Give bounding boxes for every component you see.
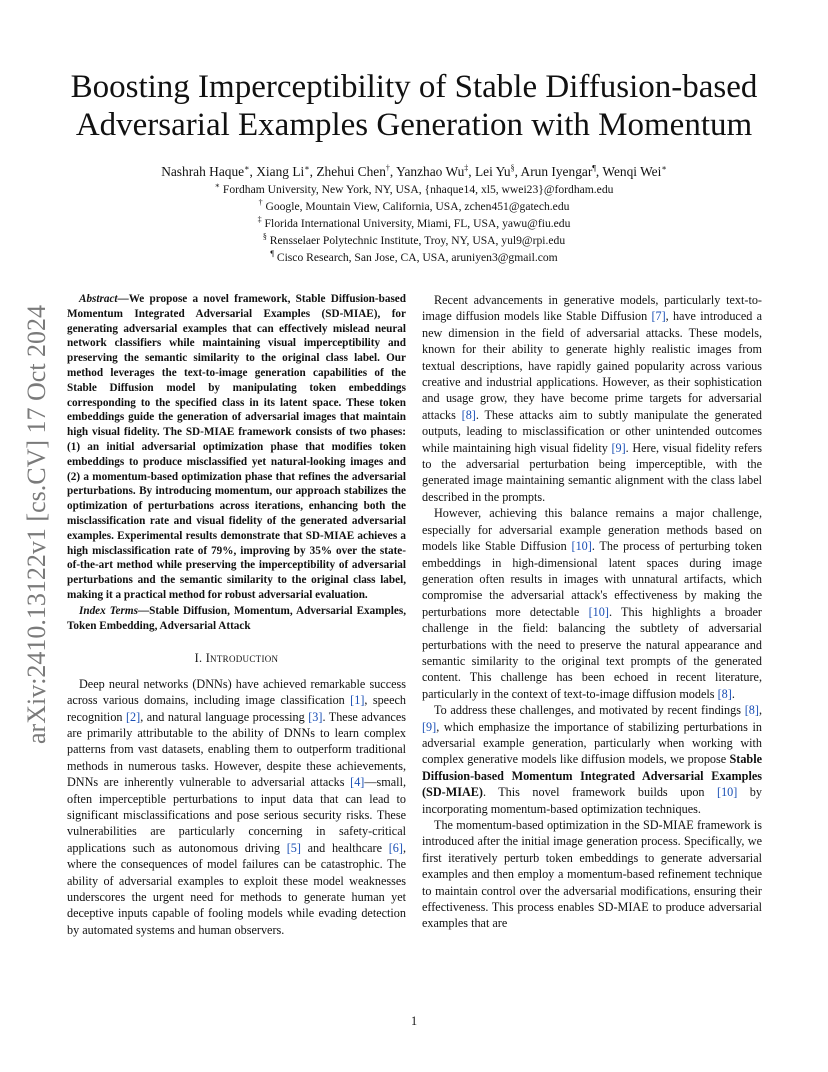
author: Nashrah Haque∗, [161,163,257,179]
author: Wenqi Wei∗ [602,163,667,179]
abstract-lead: Abstract [79,293,118,305]
intro-paragraph-3: However, achieving this balance remains a major challenge, especially for adversarial example generation methods based on models like Stable Diffusion [10]. The process of perturbing token embeddings in high-dimensional latent spaces during image generation often results in images with unnatural artifacts, which compromise the adversarial attack's effectiveness by making the perturbations more detectable [10]. This highlights a broader challenge in the field: balancing the subtlety of adversarial perturbations with the need to preserve the natural appearance and semantic similarity to the original text prompts of the generated content. This challenge has been echoed in recent literature, particularly in the context of text-to-image diffusion models [8]. [422,506,762,701]
citation-link[interactable]: [10] [571,539,592,554]
right-column [422,292,762,932]
citation-link[interactable]: [3] [308,709,323,724]
citation-link[interactable]: [5] [286,840,301,855]
affiliation: ∗ Fordham University, New York, NY, USA, {nhaque14, xl5, wwei23}@fordham.edu [214,181,614,196]
paper-title [40,68,788,144]
index-terms-lead: Index Terms [79,604,138,617]
index-terms-text: —Stable Diffusion, Momentum, Adversarial Examples, Token Embedding, Adversarial Attack [67,604,406,632]
citation-link[interactable]: [8] [461,407,476,422]
title-line-2: Adversarial Examples Generation with Momentum [75,107,753,143]
citation-link[interactable]: [10] [717,785,738,800]
method-name-emphasis: Stable Diffusion-based Momentum Integrated Adversarial Examples (SD-MIAE) [422,752,762,800]
affiliation: § Rensselaer Polytechnic Institute, Troy, NY, USA, yul9@rpi.edu [262,232,566,247]
affiliation: † Google, Mountain View, California, USA, zchen451@gatech.edu [258,198,570,213]
citation-link[interactable]: [1] [350,693,365,708]
index-terms [67,604,406,634]
author: Xiang Li∗, [256,163,317,179]
author-list [40,163,788,180]
citation-link[interactable]: [9] [422,719,437,734]
author: Arun Iyengar¶, [520,163,603,179]
citation-link[interactable]: [8] [717,686,732,701]
citation-link[interactable]: [8] [744,703,759,718]
title-line-1: Boosting Imperceptibility of Stable Diffusion-based [70,69,758,105]
intro-paragraph-1: Deep neural networks (DNNs) have achieved remarkable success across various domains, including image classification [1], speech recognition [2], and natural language processing [3]. These advances are primarily attributable to the ability of DNNs to learn complex patterns from vast datasets, enabling them to outperform traditional methods in numerous tasks. However, despite these achievements, DNNs are inherently vulnerable to adversarial attacks [4]—small, often imperceptible perturbations to input data that can lead to significant misclassifications and pose serious security risks. These vulnerabilities are particularly concerning in safety-critical applications such as autonomous driving [5] and healthcare [6], where the consequences of model failures can be catastrophic. The ability of adversarial examples to exploit these model weaknesses underscores the urgent need for methods to generate human yet deceptive inputs capable of fooling models while evading detection by automated systems and human observers. [67,676,406,937]
author: Lei Yu§, [474,163,521,179]
section-heading-introduction: I. Introduction [194,651,279,666]
left-column [67,292,406,938]
intro-paragraph-5: The momentum-based optimization in the SD-MIAE framework is introduced after the initial image generation process. Specifically, we first iteratively perturb token embeddings to generate adversarial examples and then employ a momentum-based refinement technique to maintain control over the adversarial modifications, ensuring their effectiveness. This process enables SD-MIAE to produce adversarial examples that are [422,818,762,931]
page-number: 1 [410,1014,418,1028]
affiliation-list [40,181,788,266]
citation-link[interactable]: [4] [350,775,365,790]
intro-paragraph-4: To address these challenges, and motivated by recent findings [8], [9], which emphasize the importance of stabilizing perturbations in adversarial example generation, particularly when working with complex generative models like diffusion models, we propose Stable Diffusion-based Momentum Integrated Adversarial Examples (SD-MIAE). This novel framework builds upon [10] by incorporating momentum-based optimization techniques. [422,703,762,816]
arxiv-watermark: arXiv:2410.13122v1 [cs.CV] 17 Oct 2024 [22,304,51,744]
affiliation: ¶ Cisco Research, San Jose, CA, USA, aruniyen3@gmail.com [270,249,558,264]
abstract [67,292,406,603]
citation-link[interactable]: [6] [388,840,403,855]
citation-link[interactable]: [2] [126,709,141,724]
citation-link[interactable]: [10] [588,604,609,619]
author: Yanzhao Wu‡, [396,163,475,179]
intro-paragraph-2: Recent advancements in generative models, particularly text-to-image diffusion models like Stable Diffusion [7], have introduced a new dimension in the field of adversarial attacks. These models, known for their ability to generate highly realistic images from textual descriptions, have rapidly gained popularity across various creative and industrial applications. However, as their sophistication and usage grow, they have become prime targets for adversarial attacks [8]. These attacks aim to subtly manipulate the generated outputs, leading to misclassification or other unintended outcomes while maintaining high visual fidelity [9]. Here, visual fidelity refers to the adversarial perturbation being imperceptible, with the generated image maintaining semantic alignment with the class label described in the prompts. [422,293,762,504]
author: Zhehui Chen†, [316,163,397,179]
citation-link[interactable]: [7] [651,309,666,324]
abstract-text: —We propose a novel framework, Stable Diffusion-based Momentum Integrated Adversarial Examples (SD-MIAE), for generating adversarial examples that can effectively mislead neural network classifiers while maintaining visual imperceptibility and preserving the semantic similarity to the original class label. Our method leverages the text-to-image generation capabilities of the Stable Diffusion model by manipulating token embeddings corresponding to the specified class in its latent space. These token embeddings guide the generation of adversarial images that maintain high visual fidelity. The SD-MIAE framework consists of two phases: (1) an initial adversarial optimization phase that modifies token embeddings to produce misclassified yet natural-looking images and (2) a momentum-based optimization phase that refines the adversarial perturbations. By introducing momentum, our approach stabilizes the optimization of perturbations across iterations, enhancing both the misclassification rate and visual fidelity of the generated adversarial examples. Experimental results demonstrate that SD-MIAE achieves a high misclassification rate of 79%, improving by 35% over the state-of-the-art method while preserving the imperceptibility of adversarial perturbations and the semantic similarity to the original class label, making it a practical method for robust adversarial evaluation. [67,293,406,601]
affiliation: ‡ Florida International University, Miami, FL, USA, yawu@fiu.edu [257,215,571,230]
citation-link[interactable]: [9] [611,440,626,455]
